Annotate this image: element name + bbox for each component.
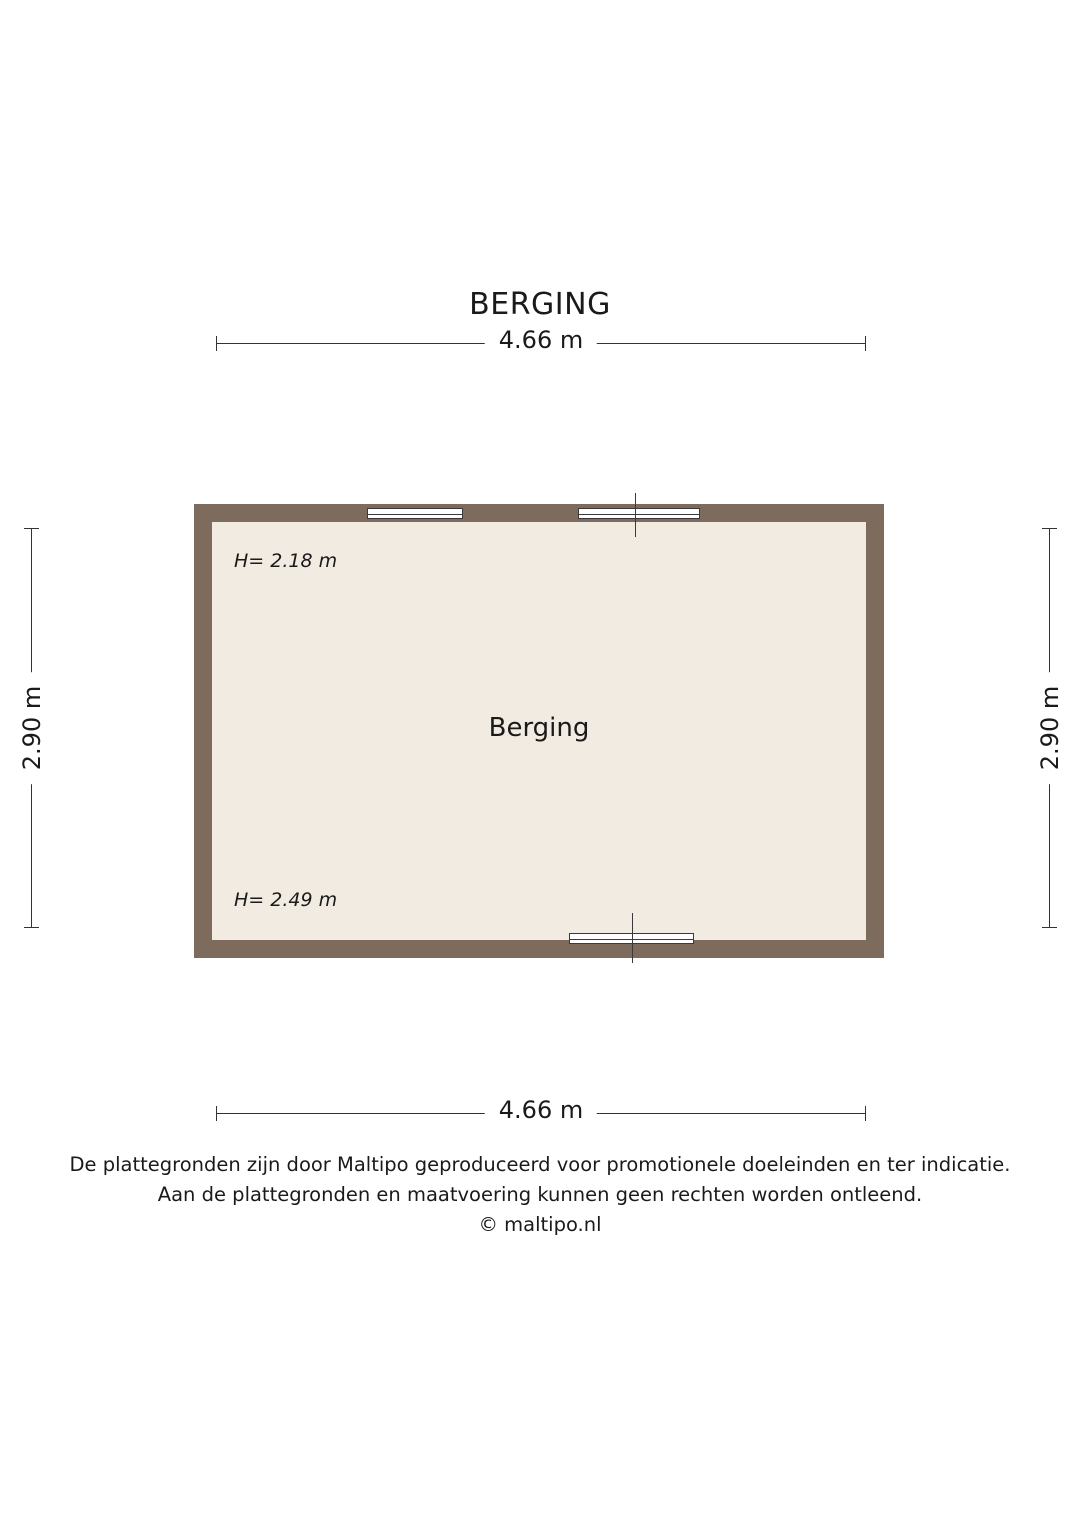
page-title: BERGING [469, 287, 611, 322]
dimension-top-width-label: 4.66 m [485, 326, 597, 354]
dimension-tick-top [24, 528, 39, 529]
dimension-tick-left [216, 336, 217, 351]
window-frame-edge [578, 509, 579, 518]
window-frame-edge [699, 509, 700, 518]
dimension-tick-right [865, 336, 866, 351]
dimension-tick-top [1042, 528, 1057, 529]
dimension-tick-bottom [1042, 927, 1057, 928]
dimension-tick-right [865, 1106, 866, 1121]
dimension-tick-left [216, 1106, 217, 1121]
dimension-top-width [216, 326, 866, 354]
room-label-berging: Berging [488, 713, 590, 743]
dimension-right-height-label: 2.90 m [1036, 672, 1064, 784]
ceiling-height-note-top: H= 2.18 m [234, 550, 338, 572]
window-frame-edge [693, 934, 694, 943]
footer-line-1: De plattegronden zijn door Maltipo geproduceerd voor promotionele doeleinden en ter indicatie. [69, 1153, 1011, 1176]
window-top-right [578, 508, 700, 519]
dimension-left-height-label: 2.90 m [18, 672, 46, 784]
footer-disclaimer [0, 1150, 1080, 1240]
window-top-left [367, 508, 463, 519]
window-frame-edge [569, 934, 570, 943]
window-center-marker-top [635, 493, 636, 537]
dimension-right-height [1035, 528, 1064, 928]
footer-line-2: Aan de plattegronden en maatvoering kunnen geen rechten worden ontleend. [157, 1183, 923, 1206]
window-frame-edge [462, 509, 463, 518]
floor-plan [194, 504, 884, 958]
ceiling-height-note-bottom: H= 2.49 m [234, 889, 338, 911]
footer-copyright: © maltipo.nl [478, 1213, 602, 1236]
dimension-left-height [17, 528, 46, 928]
dimension-bottom-width [216, 1096, 866, 1124]
window-frame-edge [367, 509, 368, 518]
window-center-marker-bottom [632, 913, 633, 963]
dimension-tick-bottom [24, 927, 39, 928]
dimension-bottom-width-label: 4.66 m [485, 1096, 597, 1124]
